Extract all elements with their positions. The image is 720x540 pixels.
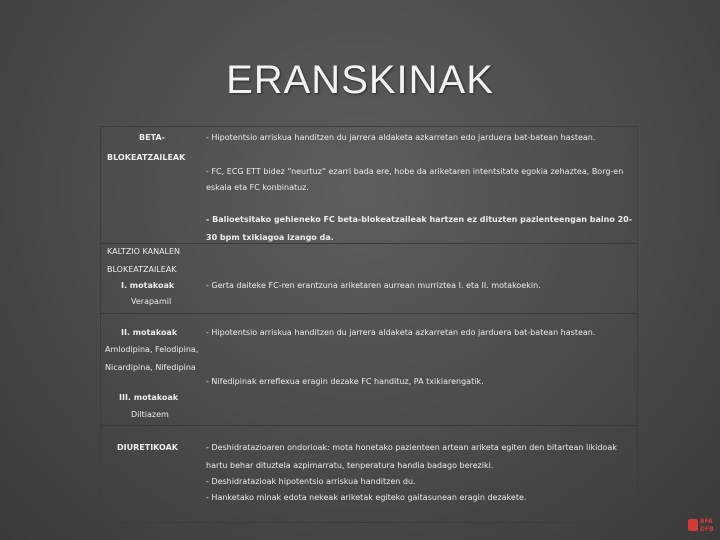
beta-bullet-3: - Balioetsitako gehieneko FC beta-blokeatzaileak hartzen ez dituzten pazienteengan baino 20-: [206, 215, 633, 224]
logo-line2: DFB: [700, 526, 714, 533]
beta-label-line2: BLOKEATZAILEAK: [107, 153, 186, 162]
row-divider: [101, 313, 637, 314]
type1-label: I. motakoak: [121, 281, 175, 290]
annex-table: [100, 126, 638, 523]
calcium-label-line1: KALTZIO KANALEN: [107, 247, 181, 256]
type2-label: II. motakoak: [121, 328, 178, 337]
bfa-logo: [688, 515, 716, 537]
diuretics-bullet-1: - Deshidratazioaren ondorioak: mota honetako pazienteen artean ariketa egiten den bitartean likidoak: [206, 443, 617, 452]
section-divider: [101, 243, 637, 244]
logo-line1: BFA: [700, 518, 713, 525]
type3-label: III. motakoak: [119, 393, 179, 402]
beta-bullet-1: - Hipotentsio arriskua handitzen du jarrera aldaketa azkarretan edo jarduera bat-batean hastean.: [206, 133, 596, 142]
type2-drug-line1: Amlodipina, Felodipina,: [105, 345, 199, 354]
type2-bullet-2: - Nifedipinak erreflexua eragin dezake FC handituz, PA txikiarengatik.: [206, 377, 484, 386]
diuretics-bullet-1-cont: hartu behar dituztela azpimarratu, tenperatura handia badago bereziki.: [206, 461, 494, 470]
type2-drug-line2: Nicardipina, Nifedipina: [105, 363, 196, 372]
diuretics-label: DIURETIKOAK: [117, 443, 178, 452]
type1-drug: Verapamil: [131, 297, 172, 306]
type2-bullet-1: - Hipotentsio arriskua handitzen du jarrera aldaketa azkarretan edo jarduera bat-batean hastean.: [206, 328, 596, 337]
beta-bullet-2: - FC, ECG ETT bidez “neurtuz” ezarri bada ere, hobe da ariketaren intentsitate egokia zehaztea, Borg-en: [206, 167, 624, 176]
beta-label-line1: BETA-: [139, 133, 165, 142]
diuretics-bullet-2: - Deshidratazioak hipotentsio arriskua handitzen du.: [206, 477, 416, 486]
beta-bullet-2-cont: eskala eta FC konbinatuz.: [206, 183, 309, 192]
diuretics-bullet-3: - Hanketako minak edota nekeak ariketak egiteko gaitasunean eragin dezakete.: [206, 493, 527, 502]
section-divider-2: [101, 425, 637, 426]
page-title: ERANSKINAK: [226, 58, 494, 102]
type3-drug: Diltiazem: [131, 410, 169, 419]
type1-bullet: - Gerta daiteke FC-ren erantzuna ariketaren aurrean murriztea I. eta II. motakoekin.: [206, 281, 541, 290]
beta-bullet-3-cont: 30 bpm txikiagoa izango da.: [206, 233, 334, 242]
calcium-label-line2: BLOKEATZAILEAK: [107, 265, 177, 274]
logo-mark-icon: [688, 519, 698, 531]
